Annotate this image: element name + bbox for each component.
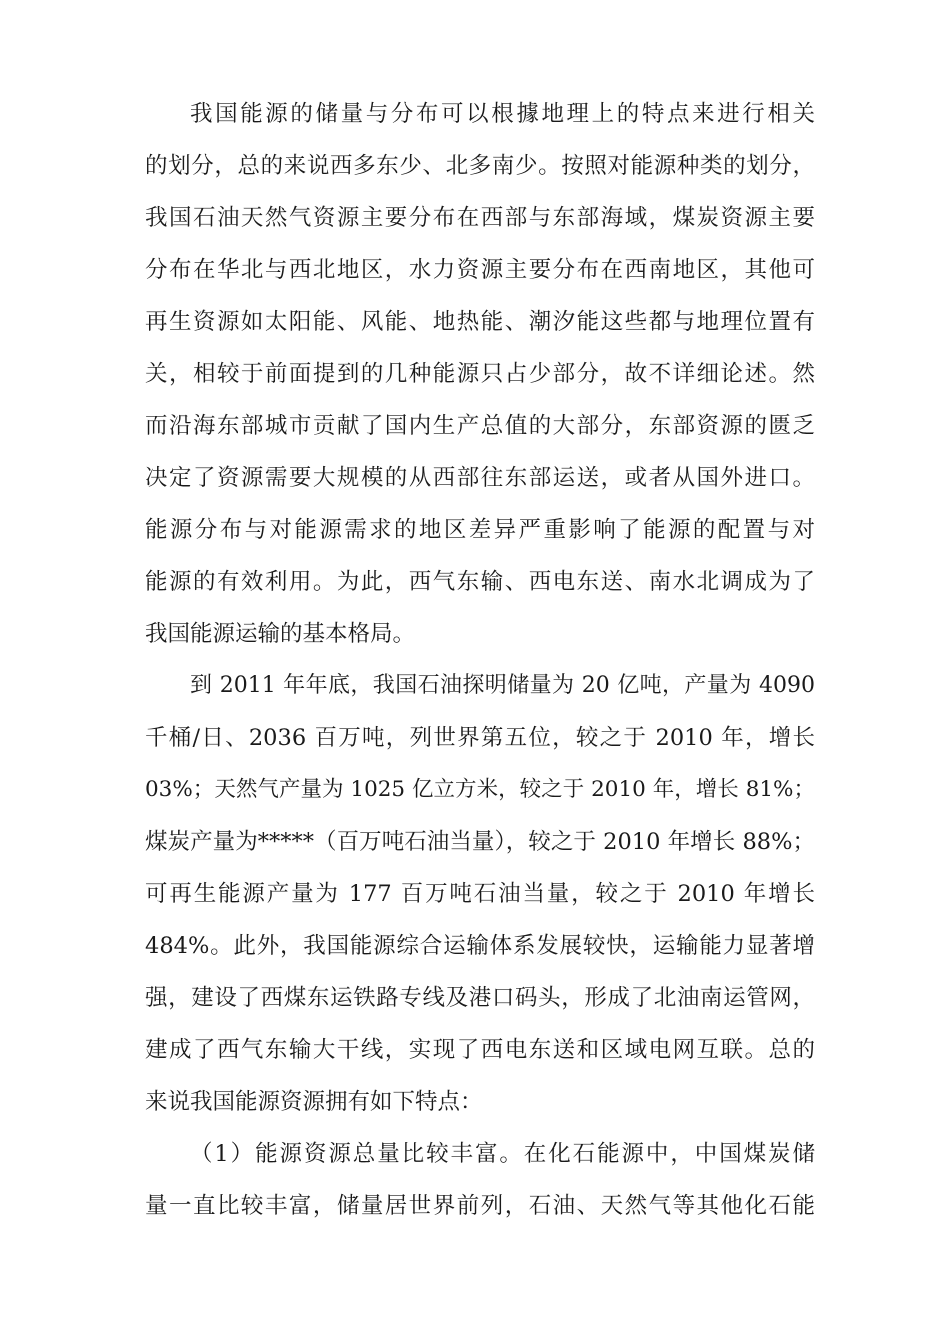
text-line: 我国石油天然气资源主要分布在西部与东部海域，煤炭资源主要 xyxy=(145,205,815,231)
paragraph-energy-distribution xyxy=(145,88,815,660)
text-line: 来说我国能源资源拥有如下特点： xyxy=(145,1089,483,1115)
text-line: 到 2011 年年底，我国石油探明储量为 20 亿吨，产量为 4090 xyxy=(190,673,815,698)
text-line: 千桶/日、2036 百万吨，列世界第五位，较之于 2010 年，增长 xyxy=(145,725,815,751)
document-body xyxy=(145,88,815,1232)
text-line: 我国能源的储量与分布可以根據地理上的特点来进行相关 xyxy=(190,101,815,127)
text-line: 建成了西气东输大干线，实现了西电东送和区域电网互联。总的 xyxy=(145,1037,815,1063)
text-line: 煤炭产量为*****（百万吨石油当量），较之于 2010 年增长 88%； xyxy=(145,829,815,855)
text-line: 量一直比较丰富，储量居世界前列，石油、天然气等其他化石能 xyxy=(145,1193,815,1219)
text-line: 可再生能源产量为 177 百万吨石油当量，较之于 2010 年增长 xyxy=(145,881,815,907)
text-line: 03%；天然气产量为 1025 亿立方米，较之于 2010 年，增长 81%； xyxy=(145,777,815,802)
text-line: 分布在华北与西北地区，水力资源主要分布在西南地区，其他可 xyxy=(145,257,815,283)
text-line: 强，建设了西煤东运铁路专线及港口码头，形成了北油南运管网， xyxy=(145,985,815,1011)
text-line: 我国能源运输的基本格局。 xyxy=(145,621,416,647)
text-line: （1）能源资源总量比较丰富。在化石能源中，中国煤炭储 xyxy=(190,1141,815,1167)
text-line: 而沿海东部城市贡献了国内生产总值的大部分，东部资源的匮乏 xyxy=(145,413,815,439)
text-line: 决定了资源需要大规模的从西部往东部运送，或者从国外进口。 xyxy=(145,465,815,491)
text-line: 能源的有效利用。为此，西气东输、西电东送、南水北调成为了 xyxy=(145,569,815,595)
text-line: 484%。此外，我国能源综合运输体系发展较快，运输能力显著增 xyxy=(145,933,815,959)
text-line: 的划分，总的来说西多东少、北多南少。按照对能源种类的划分， xyxy=(145,153,815,179)
paragraph-energy-statistics-2011 xyxy=(145,660,815,1128)
paragraph-energy-features-list xyxy=(145,1128,815,1232)
text-line: 再生资源如太阳能、风能、地热能、潮汐能这些都与地理位置有 xyxy=(145,309,815,335)
text-line: 关，相较于前面提到的几种能源只占少部分，故不详细论述。然 xyxy=(145,361,815,387)
text-line: 能源分布与对能源需求的地区差异严重影响了能源的配置与对 xyxy=(145,517,815,543)
